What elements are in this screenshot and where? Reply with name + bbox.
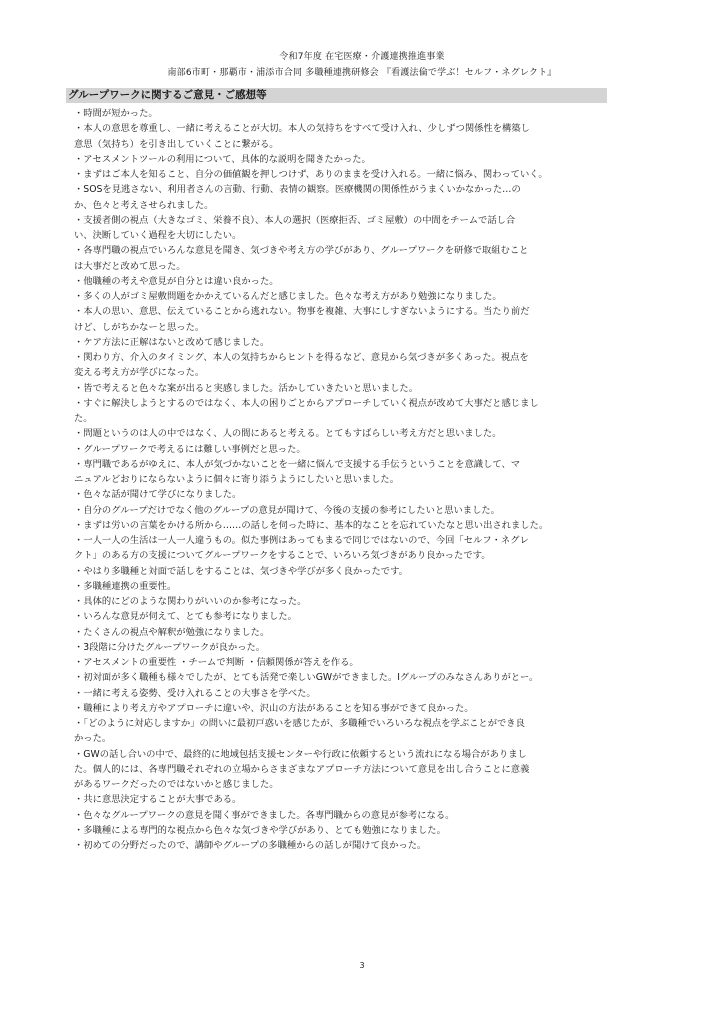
comment-line: ・ケア方法に正解はないと改めて感じました。	[74, 336, 270, 348]
comment-line: ・まずは労いの言葉をかける所から……の話しを伺った時に、基本的なことを忘れていたなと思い出されました。	[74, 519, 549, 531]
comment-line: ・職種により考え方やアプローチに違いや、沢山の方法があることを知る事ができて良かった。	[74, 702, 474, 714]
comment-line: ・まずはご本人を知ること、自分の価値観を押しつけず、ありのままを受け入れる。一緒に悩み、関わっていく。	[74, 169, 548, 180]
comment-line: ・アセスメントの重要性 ・チームで判断 ・信頼関係が答えを作る。	[74, 657, 359, 668]
comment-line: ・GWの話し合いの中で、最終的に地域包括支援センターや行政に依頼するという流れになる場合がありまし	[74, 748, 527, 760]
comment-line: 変える考え方が学びになった。	[74, 367, 205, 379]
header-project-title: 令和7年度 在宅医療・介護連携推進事業	[279, 52, 445, 62]
comment-line: ・一緒に考える姿勢、受け入れることの大事さを学べた。	[74, 687, 316, 699]
page-header	[0, 50, 724, 81]
comment-line: ・3段階に分けたグループワークが良かった。	[74, 641, 266, 653]
comment-line: ・色々な話が聞けて学びになりました。	[74, 489, 242, 501]
page-number: 3	[359, 961, 365, 970]
comment-line: は大事だと改めて思った。	[74, 260, 186, 272]
comment-line: ・関わり方、介入のタイミング、本人の気持ちからヒントを得るなど、意見から気づきが多くあった。視点を	[74, 352, 529, 363]
comment-line: ・「どのように対応しますか」の問いに最初戸惑いを感じたが、多職種でいろいろな視点を学ぶことができ良	[74, 718, 525, 729]
comment-line: ・共に意思決定することが大事である。	[74, 794, 242, 806]
comment-line: ・皆で考えると色々な案が出ると実感しました。活かしていきたいと思いました。	[74, 382, 418, 394]
comment-list	[74, 106, 614, 853]
comment-line: た。	[74, 413, 93, 424]
comment-line: ・色々なグループワークの意見を聞く事ができました。各専門職からの意見が参考になる。	[74, 809, 455, 821]
comment-line: た。個人的には、各専門職それぞれの立場からさまざまなアプローチ方法について意見を出し合うことに意義	[74, 763, 530, 775]
comment-line: クト」のある方の支援についてグループワークをすることで、いろいろ気づきがあり良かったです。	[74, 550, 491, 562]
comment-line: ・問題というのは人の中ではなく、人の間にあると考える。とてもすばらしい考え方だと思いました。	[74, 428, 502, 440]
comment-line: ・多くの人がゴミ屋敷問題をかかえているんだと感じました。色々な考え方があり勉強になりました。	[74, 291, 502, 302]
comment-line: ニュアルどおりにならないように個々に寄り添うようにしたいと思いました。	[74, 474, 400, 485]
comment-line: ・SOSを見逃さない、利用者さんの言動、行動、表情の観察。医療機関の関係性がうまくいかなかった…の	[74, 184, 521, 196]
comment-line: ・すぐに解決しようとするのではなく、本人の困りごとからアプローチしていく視点が改めて大事だと感じまし	[74, 397, 539, 409]
comment-line: ・時間が短かった。	[74, 108, 158, 119]
comment-line: ・多職種による専門的な視点から色々な気づきや学びがあり、とても勉強になりました。	[74, 824, 446, 836]
comment-line: ・初対面が多く職種も様々でしたが、とても活発で楽しいGWができました。Iグループのみなさんありがとー。	[74, 672, 539, 684]
section-title: グループワークに関するご意見・ご感想等	[66, 88, 607, 103]
comment-line: ・アセスメントツールの利用について、具体的な説明を聞きたかった。	[74, 153, 371, 165]
header-seminar-title: 南部6市町・那覇市・浦添市合同 多職種連携研修会 『看護法倫で学ぶ！セルフ・ネグレクト』	[167, 68, 557, 78]
comment-line: ・自分のグループだけでなく他のグループの意見が聞けて、今後の支援の参考にしたいと思いました。	[74, 504, 500, 516]
comment-line: ・いろんな意見が伺えて、とても参考になりました。	[74, 611, 297, 623]
comment-line: か、色々と考えさせられました。	[74, 199, 214, 211]
comment-line: い、決断していく過程を大切にしたい。	[74, 230, 242, 241]
comment-line: かった。	[74, 733, 112, 745]
comment-line: ・多職種連携の重要性。	[74, 580, 177, 592]
comment-line: があるワークだったのではないかと感じました。	[74, 779, 279, 790]
comment-line: ・一人一人の生活は一人一人違うもの。似た事例はあってもまるで同じではないので、今回「セルフ・ネグレ	[74, 535, 529, 546]
comment-line: ・本人の意思を尊重し、一緒に考えることが大切。本人の気持ちをすべて受け入れ、少しずつ関係性を構築し	[74, 123, 530, 135]
comment-line: ・たくさんの視点や解釈が勉強になりました。	[74, 626, 270, 638]
comment-line: ・専門職であるがゆえに、本人が気づかないことを一緒に悩んで支援する手伝うということを意識して、マ	[74, 458, 521, 470]
comment-line: ・本人の思い、意思、伝えていることから逃れない。物事を複雑、大事にしすぎないようにする。当たり前だ	[74, 306, 530, 318]
comment-line: ・他職種の考えや意見が自分とは違い良かった。	[74, 275, 279, 287]
comment-line: ・具体的にどのような関わりがいいのか参考になった。	[74, 596, 307, 607]
comment-line: ・グループワークで考えるには難しい事例だと思った。	[74, 443, 306, 455]
comment-line: ・支援者側の視点（大きなゴミ、栄養不良）、本人の選択（医療拒否、ゴミ屋敷）の中間をチームで話し合	[74, 214, 516, 226]
comment-line: 意思（気持ち）を引き出していくことに繋がる。	[74, 138, 279, 150]
comment-line: ・各専門職の視点でいろんな意見を聞き、気づきや考え方の学びがあり、グループワークを研修で取組むこと	[74, 245, 529, 257]
comment-line: ・やはり多職種と対面で話しをすることは、気づきや学びが多く良かったです。	[74, 565, 408, 577]
comment-line: ・初めての分野だったので、講師やグループの多職種からの話しが聞けて良かった。	[74, 840, 427, 851]
comment-line: けど、しがちかなーと思った。	[74, 321, 205, 333]
